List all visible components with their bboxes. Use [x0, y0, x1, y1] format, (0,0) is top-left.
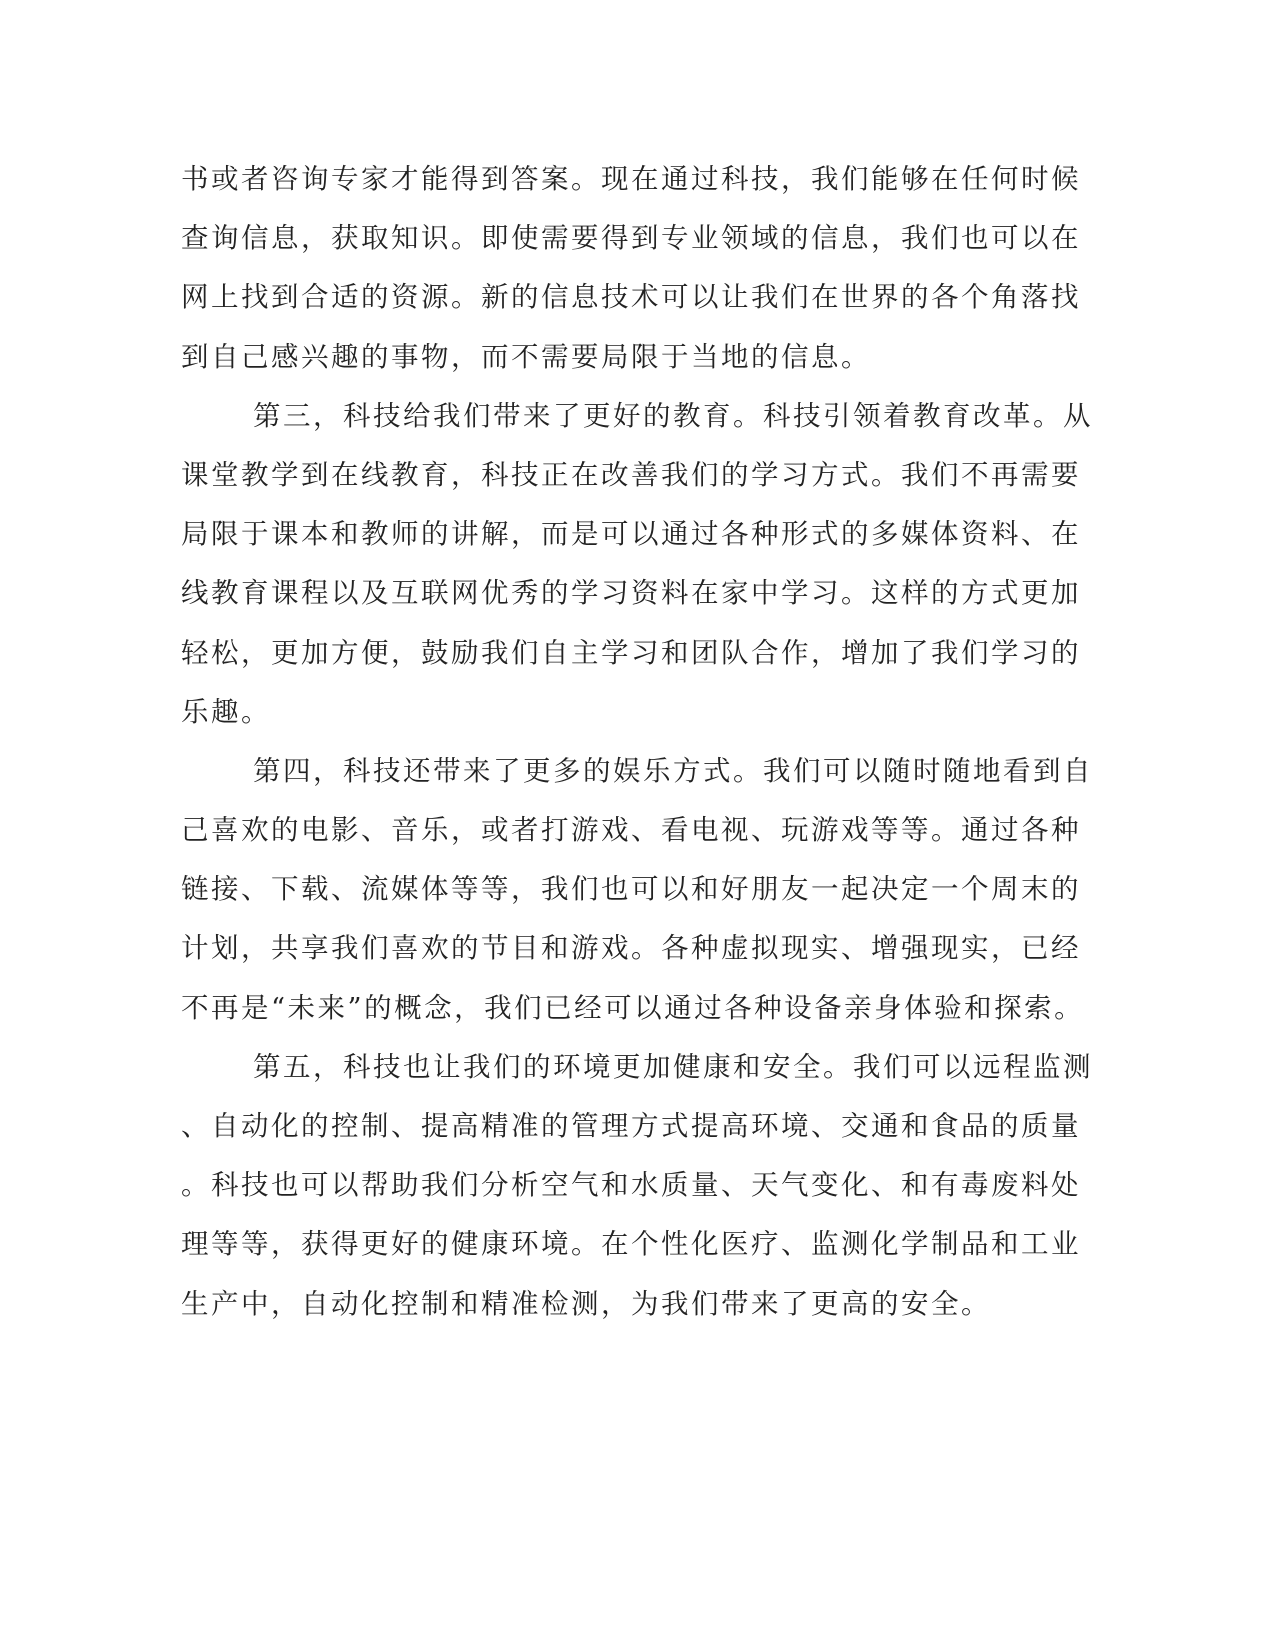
text-line: 理等等，获得更好的健康环境。在个性化医疗、监测化学制品和工业	[181, 1228, 1081, 1261]
text-line: 生产中，自动化控制和精准检测，为我们带来了更高的安全。	[181, 1287, 991, 1320]
text-line: 查询信息，获取知识。即使需要得到专业领域的信息，我们也可以在	[181, 222, 1081, 255]
text-line: 网上找到合适的资源。新的信息技术可以让我们在世界的各个角落找	[181, 281, 1081, 314]
text-line: 。科技也可以帮助我们分析空气和水质量、天气变化、和有毒废料处	[181, 1169, 1081, 1202]
body-text	[181, 150, 1093, 1334]
text-line: 书或者咨询专家才能得到答案。现在通过科技，我们能够在任何时候	[181, 163, 1081, 195]
text-line: 计划，共享我们喜欢的节目和游戏。各种虚拟现实、增强现实，已经	[181, 932, 1081, 965]
text-line: 线教育课程以及互联网优秀的学习资料在家中学习。这样的方式更加	[181, 577, 1081, 610]
text-line: 到自己感兴趣的事物，而不需要局限于当地的信息。	[181, 340, 871, 373]
text-line: 不再是“未来”的概念，我们已经可以通过各种设备亲身体验和探索。	[181, 991, 1085, 1024]
text-line: 、自动化的控制、提高精准的管理方式提高环境、交通和食品的质量	[181, 1110, 1081, 1142]
paragraph-start-line: 第五，科技也让我们的环境更加健康和安全。我们可以远程监测	[253, 1050, 1093, 1083]
text-line: 己喜欢的电影、音乐，或者打游戏、看电视、玩游戏等等。通过各种	[181, 814, 1081, 847]
text-line: 课堂教学到在线教育，科技正在改善我们的学习方式。我们不再需要	[181, 458, 1081, 491]
paragraph-start-line: 第四，科技还带来了更多的娱乐方式。我们可以随时随地看到自	[253, 754, 1093, 787]
text-line: 乐趣。	[181, 695, 271, 728]
text-line: 轻松，更加方便，鼓励我们自主学习和团队合作，增加了我们学习的	[181, 636, 1081, 669]
paragraph-start-line: 第三，科技给我们带来了更好的教育。科技引领着教育改革。从	[253, 399, 1093, 432]
text-line: 局限于课本和教师的讲解，而是可以通过各种形式的多媒体资料、在	[181, 518, 1081, 551]
text-line: 链接、下载、流媒体等等，我们也可以和好朋友一起决定一个周末的	[181, 873, 1081, 906]
